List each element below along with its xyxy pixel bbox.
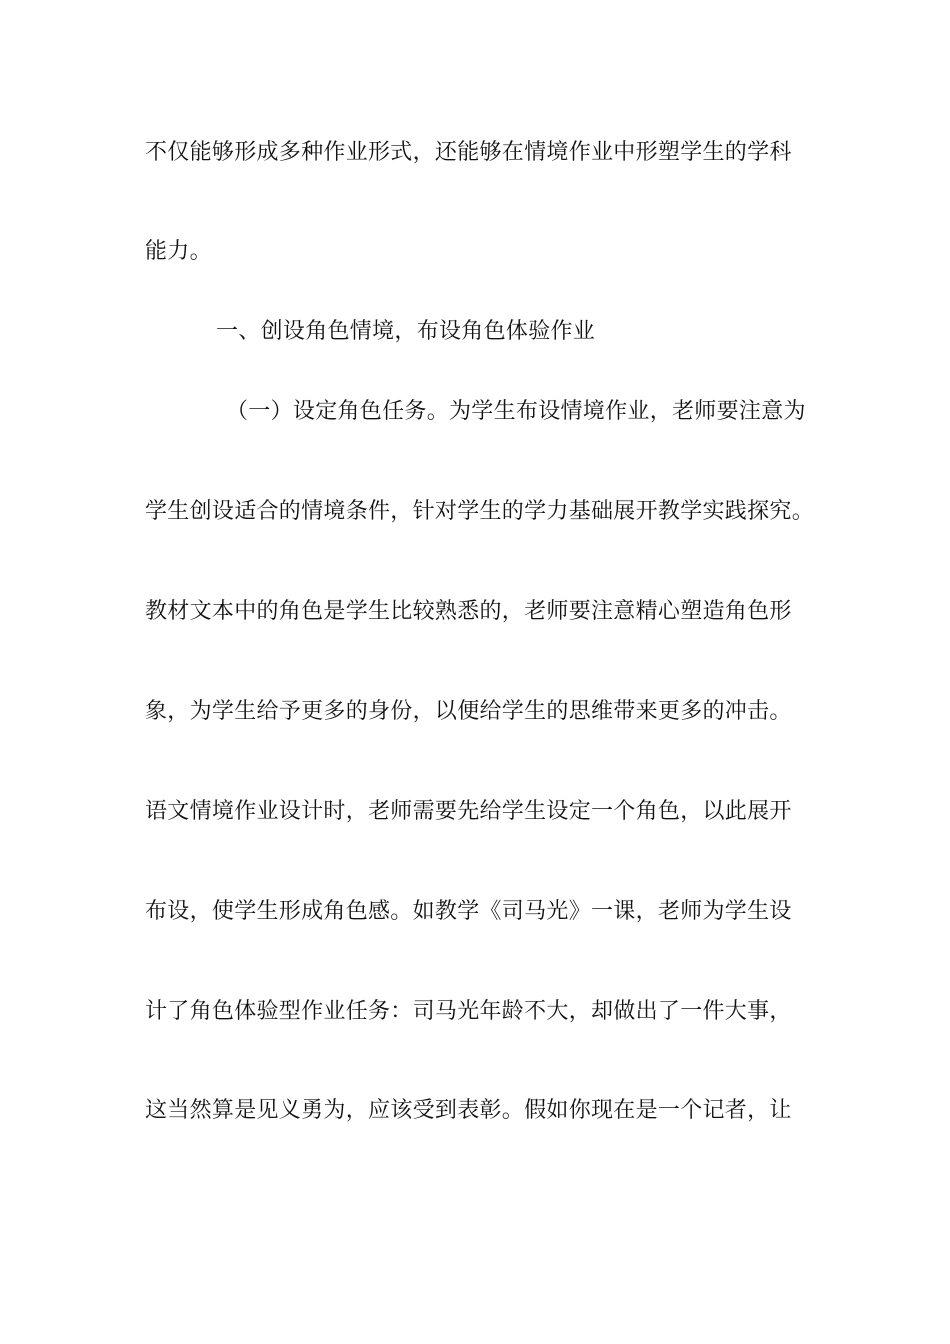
subsection-heading-line: （一）设定角色任务。为学生布设情境作业，老师要注意为 bbox=[226, 399, 806, 424]
paragraph-line: 布设，使学生形成角色感。如教学《司马光》一课，老师为学生设 bbox=[145, 899, 792, 924]
paragraph-line: 象，为学生给予更多的身份，以便给学生的思维带来更多的冲击。 bbox=[145, 699, 792, 724]
paragraph-line: 学生创设适合的情境条件，针对学生的学力基础展开教学实践探究。 bbox=[145, 499, 815, 524]
section-heading: 一、创设角色情境，布设角色体验作业 bbox=[216, 319, 596, 344]
paragraph-line: 语文情境作业设计时，老师需要先给学生设定一个角色，以此展开 bbox=[145, 799, 792, 824]
paragraph-line: 能力。 bbox=[145, 239, 212, 264]
paragraph-line: 教材文本中的角色是学生比较熟悉的，老师要注意精心塑造角色形 bbox=[145, 599, 792, 624]
paragraph-line: 这当然算是见义勇为，应该受到表彰。假如你现在是一个记者，让 bbox=[145, 1098, 792, 1123]
paragraph-line: 不仅能够形成多种作业形式，还能够在情境作业中形塑学生的学科 bbox=[145, 140, 792, 165]
paragraph-line: 计了角色体验型作业任务：司马光年龄不大，却做出了一件大事， bbox=[145, 999, 792, 1024]
